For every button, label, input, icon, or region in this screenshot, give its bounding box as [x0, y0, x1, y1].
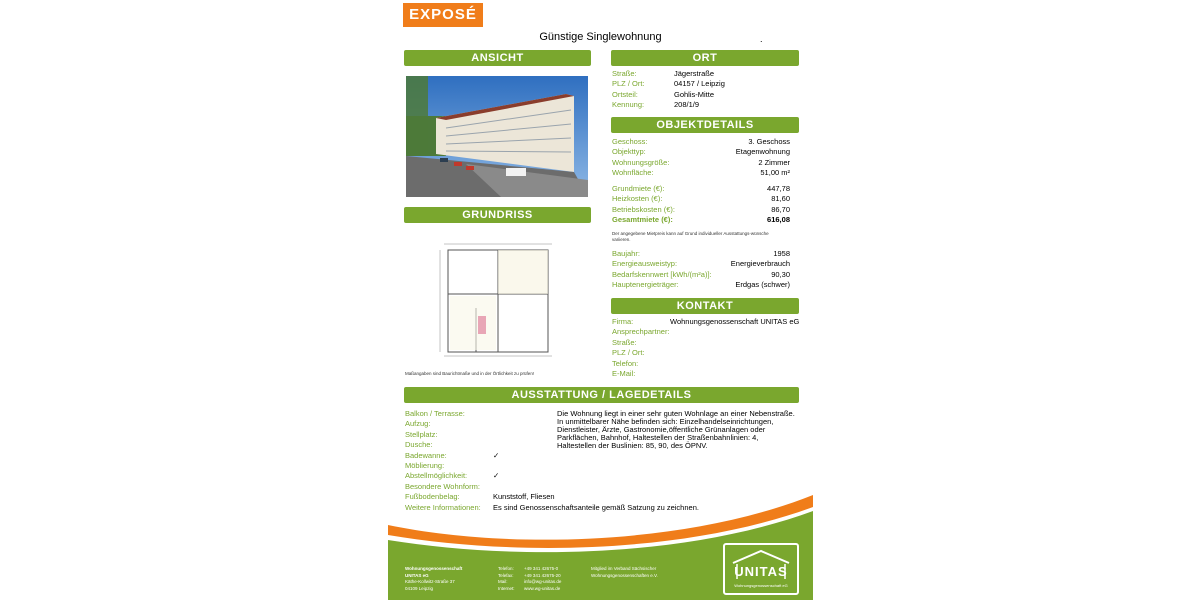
footer-company-city: 04109 Leipzig [405, 585, 434, 591]
energie-list [612, 249, 790, 291]
kosten-note: Der angegebene Mietpreis kann auf Grund individueller Ausstattungs-wünsche variieren. [612, 231, 769, 242]
kosten-list [612, 184, 790, 226]
unitas-logo-subtext: Wohnungsgenossenschaft eG [734, 583, 788, 588]
ort-list [612, 69, 798, 111]
objekt-row [612, 137, 790, 147]
objekt-value: 2 Zimmer [758, 157, 790, 167]
energie-value: 90,30 [771, 269, 790, 279]
kosten-row [612, 184, 790, 194]
energie-row [612, 249, 790, 259]
ausstattung-label: Balkon / Terrasse: [405, 409, 465, 418]
objekt-row [612, 158, 790, 168]
ausstattung-label: Dusche: [405, 440, 433, 450]
kontakt-label: Firma: [612, 317, 634, 326]
kosten-total-row [612, 215, 790, 225]
ort-value: Gohlis-Mitte [674, 89, 715, 99]
objekt-label: Geschoss: [612, 137, 648, 146]
objekt-value: 51,00 m² [760, 168, 790, 178]
ausstattung-label: Fußbodenbelag: [405, 492, 460, 502]
footer-company-street: Käthe-Kollwitz-Straße 37 [405, 579, 455, 584]
energie-label: Hauptenergieträger: [612, 280, 679, 290]
objekt-row [612, 147, 790, 157]
section-ort: ORT [611, 50, 799, 66]
section-objektdetails: OBJEKTDETAILS [611, 117, 799, 133]
footer-contact-label: Mail: [498, 579, 508, 584]
kosten-row [612, 194, 790, 204]
ort-value: 208/1/9 [674, 100, 700, 110]
kontakt-row [612, 348, 802, 358]
kosten-total-value: 616,08 [767, 215, 790, 225]
kontakt-value: Wohnungsgenossenschaft UNITAS eG [670, 317, 800, 326]
energie-label: Baujahr: [612, 249, 640, 258]
footer-phone: +49 341 42675-0 [524, 566, 559, 571]
objekt-label: Objekttyp: [612, 147, 646, 157]
kontakt-label: E-Mail: [612, 368, 636, 378]
floor-plan [436, 236, 558, 360]
footer-member-line: Wohnungsgenossenschaften e.V. [591, 572, 658, 578]
unitas-logo [723, 543, 799, 595]
ausstattung-value: Kunststoff, Fliesen [493, 492, 555, 502]
footer-contact-label: Telefon: [498, 566, 514, 571]
footer-contact-values [524, 566, 584, 592]
footer-member-line: Mitglied im Verband Sächsischer [591, 566, 657, 571]
footer-mail-link[interactable]: info@wg-unitas.de [524, 579, 562, 584]
energie-value: Energieverbrauch [730, 259, 790, 269]
kosten-label: Grundmiete (€): [612, 184, 665, 193]
checkmark-icon: ✓ [493, 450, 500, 460]
ort-value: 04157 / Leipzig [674, 79, 725, 89]
footer-company [405, 566, 485, 592]
ausstattung-label: Badewanne: [405, 450, 447, 460]
building-photo [406, 76, 588, 197]
kontakt-row [612, 369, 802, 379]
kosten-value: 447,78 [767, 184, 790, 193]
expose-sheet [388, 0, 813, 600]
ausstattung-label: Aufzug: [405, 419, 431, 429]
kontakt-list [612, 317, 802, 379]
ausstattung-row [405, 451, 785, 461]
ausstattung-label: Möblierung: [405, 460, 445, 470]
energie-row [612, 259, 790, 269]
kontakt-row [612, 327, 802, 337]
ort-label: Kennung: [612, 100, 645, 110]
kontakt-label: PLZ / Ort: [612, 348, 645, 358]
energie-label: Bedarfskennwert [kWh/(m²a)]: [612, 269, 712, 279]
objekt-row [612, 168, 790, 178]
objekt-value: Etagenwohnung [735, 147, 790, 157]
ort-row [612, 69, 798, 79]
kontakt-label: Straße: [612, 337, 637, 347]
kosten-value: 86,70 [771, 204, 790, 214]
kontakt-label: Telefon: [612, 358, 639, 368]
kontakt-row [612, 359, 802, 369]
expose-logo: EXPOSÉ [403, 3, 483, 27]
footer-fax: +49 341 42675-20 [524, 572, 561, 578]
ausstattung-label: Stellplatz: [405, 429, 438, 439]
ausstattung-label: Besondere Wohnform: [405, 481, 480, 491]
objekt-value: 3. Geschoss [748, 137, 790, 146]
energie-value: 1958 [773, 249, 790, 258]
ausstattung-row [405, 471, 785, 481]
kontakt-label: Ansprechpartner: [612, 327, 670, 337]
kosten-label: Betriebskosten (€): [612, 204, 675, 214]
footer-member [591, 566, 681, 579]
kosten-value: 81,60 [771, 194, 790, 204]
kosten-row [612, 205, 790, 215]
ausstattung-label: Abstellmöglichkeit: [405, 471, 468, 481]
ort-row [612, 79, 798, 89]
ort-row [612, 90, 798, 100]
objekt-label: Wohnungsgröße: [612, 157, 670, 167]
ort-value: Jägerstraße [674, 69, 715, 78]
kontakt-row [612, 338, 802, 348]
energie-row [612, 280, 790, 290]
kosten-label: Heizkosten (€): [612, 194, 663, 204]
objekt-list [612, 137, 790, 179]
section-ansicht: ANSICHT [404, 50, 591, 66]
ausstattung-label: Weitere Informationen: [405, 502, 481, 512]
section-kontakt: KONTAKT [611, 298, 799, 314]
checkmark-icon: ✓ [493, 471, 500, 481]
section-grundriss: GRUNDRISS [404, 207, 591, 223]
objekt-label: Wohnfläche: [612, 168, 654, 178]
energie-value: Erdgas (schwer) [735, 280, 790, 290]
kosten-label: Gesamtmiete (€): [612, 215, 673, 225]
footer-contact-label: Internet: [498, 585, 515, 591]
ausstattung-row [405, 461, 785, 471]
header-dot: . [760, 34, 763, 44]
ort-label: Straße: [612, 69, 637, 78]
footer-company-name: Wohnungsgenossenschaft [405, 566, 463, 571]
ort-label: Ortsteil: [612, 89, 638, 99]
footer-contact-label: Telefax: [498, 572, 514, 578]
energie-row [612, 270, 790, 280]
footer-company-name: UNITAS eG [405, 572, 429, 578]
footer-contact-labels [498, 566, 524, 592]
grundriss-note: Maßangaben sind Baurichtmaße und in der Örtlichkeit zu prüfen! [405, 371, 535, 376]
ausstattung-row [405, 482, 785, 492]
energie-label: Energieausweistyp: [612, 259, 678, 269]
kontakt-row [612, 317, 802, 327]
section-ausstattung: AUSSTATTUNG / LAGEDETAILS [404, 387, 799, 403]
ausstattung-value: Es sind Genossenschaftsanteile gemäß Satzung zu zeichnen. [493, 502, 699, 512]
page-title: Günstige Singlewohnung [539, 31, 662, 43]
lage-description: Die Wohnung liegt in einer sehr guten Wohnlage an einer Nebenstraße. In unmittelbarer Nähe befinden sich: Einzelhandelseinrichtungen, Dienstleister, Ärzte, Gastronomie,öffentliche Grünanlagen oder Parkflächen, Bahnhof, Haltestellen der Straßenbahnlinien: 4, Haltestellen der Buslinien: 85, 90, des ÖPNV. [557, 409, 795, 450]
footer-website-link[interactable]: www.wg-unitas.de [524, 585, 561, 591]
ort-label: PLZ / Ort: [612, 79, 645, 89]
ort-row [612, 100, 798, 110]
unitas-logo-text: UNITAS [734, 564, 788, 579]
